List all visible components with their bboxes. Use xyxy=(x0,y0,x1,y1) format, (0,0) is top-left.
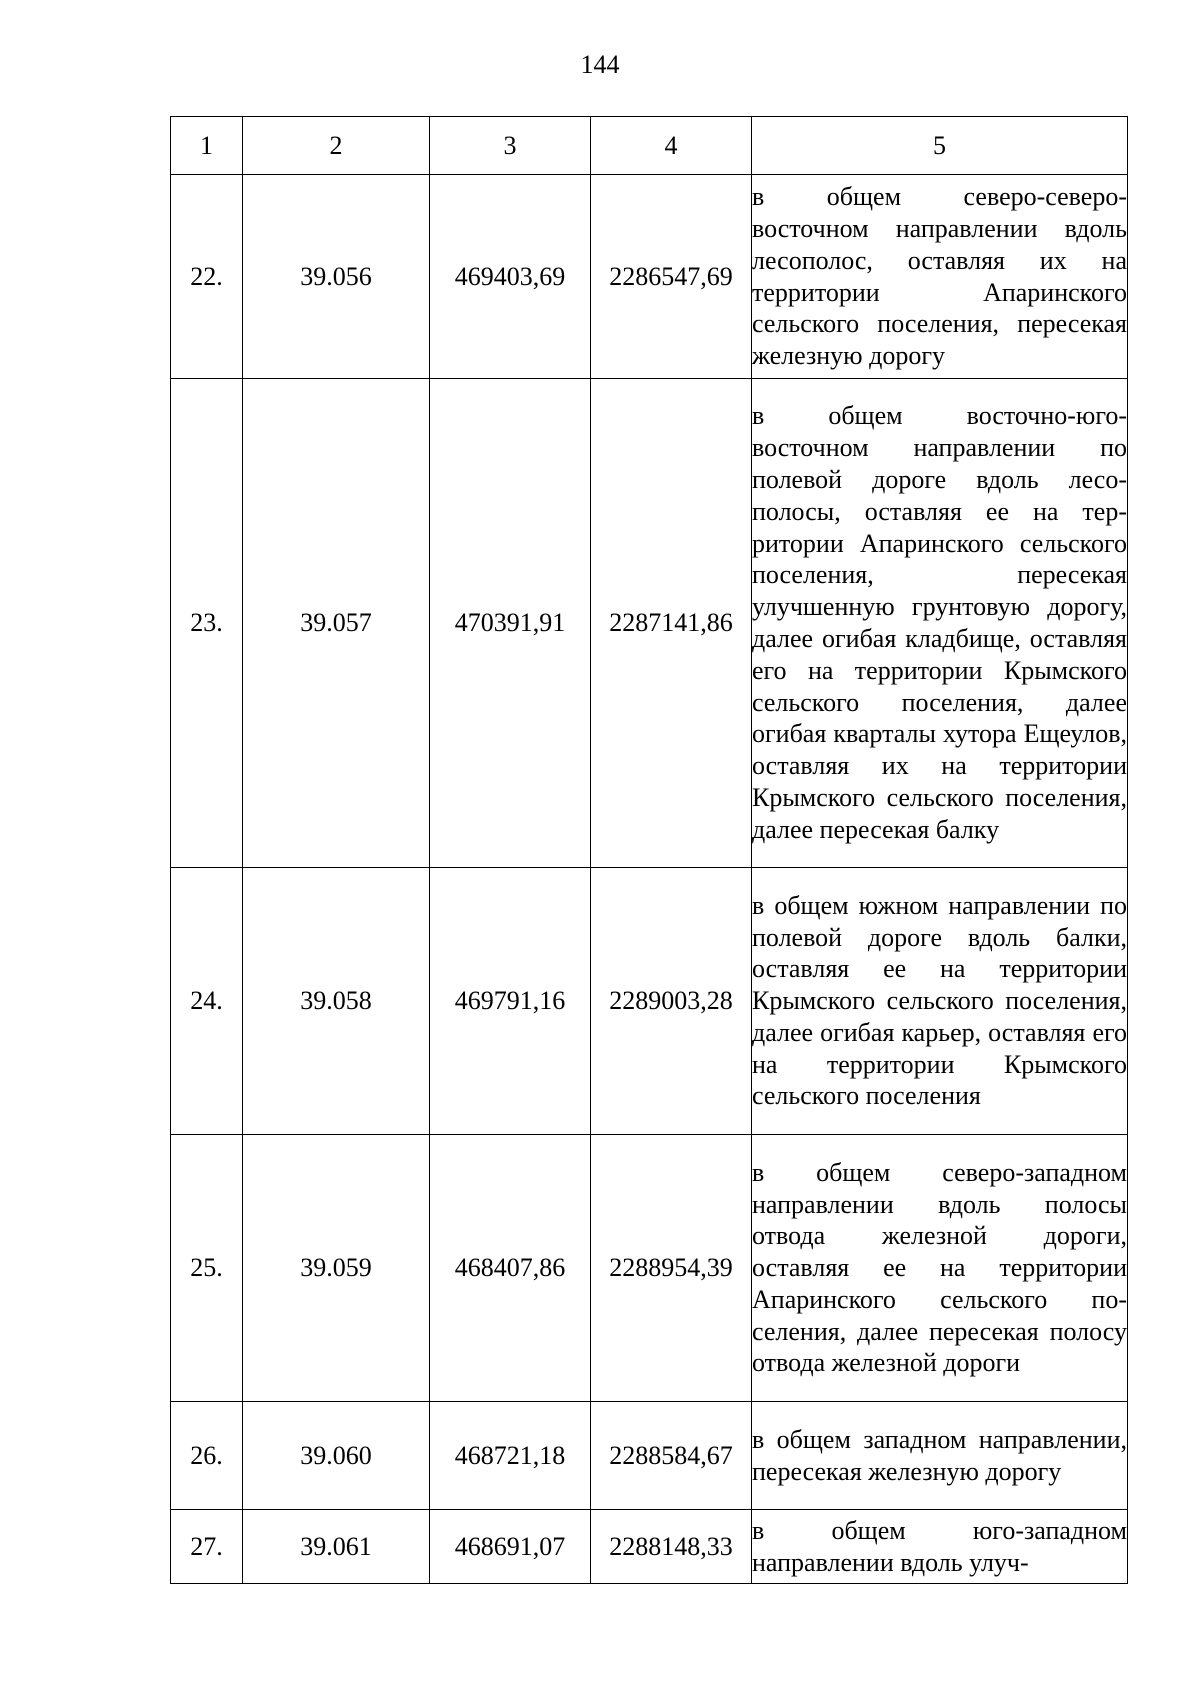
coordinate-x: 469403,69 xyxy=(430,175,591,379)
point-code: 39.060 xyxy=(243,1402,430,1510)
table-header-row xyxy=(171,117,1128,175)
boundary-description: в общем северо-северо-восточном направлении вдоль лесополос, оставляя их на территории Апаринского сельского поселения, пересекая железную дорогу xyxy=(752,175,1128,379)
point-code: 39.056 xyxy=(243,175,430,379)
row-number: 22. xyxy=(171,175,243,379)
coordinate-x: 468407,86 xyxy=(430,1135,591,1402)
boundary-description: в общем северо-западном направлении вдоль полосы отвода железной дороги, оставляя ее на территории Апаринского сельского поселения, далее пересекая полосу отвода железной дороги xyxy=(752,1135,1128,1402)
coordinate-x: 468691,07 xyxy=(430,1510,591,1584)
coordinate-y: 2288954,39 xyxy=(591,1135,752,1402)
point-code: 39.059 xyxy=(243,1135,430,1402)
point-code: 39.058 xyxy=(243,868,430,1135)
table-row xyxy=(171,379,1128,868)
boundary-description: в общем восточно-юго-восточном направлении по полевой дороге вдоль лесополосы, оставляя ее на территории Апаринского сельского поселения, пересекая улучшенную грунтовую дорогу, далее огибая кладбище, оставляя его на территории Крымского сельского поселения, далее огибая кварталы хутора Ещеулов, оставляя их на территории Крымского сельского поселения, далее пересекая балку xyxy=(752,379,1128,868)
column-header-5: 5 xyxy=(752,117,1128,175)
table-row xyxy=(171,1510,1128,1584)
row-number: 26. xyxy=(171,1402,243,1510)
row-number: 27. xyxy=(171,1510,243,1584)
coordinate-y: 2287141,86 xyxy=(591,379,752,868)
point-code: 39.061 xyxy=(243,1510,430,1584)
table-row xyxy=(171,868,1128,1135)
coordinate-y: 2288148,33 xyxy=(591,1510,752,1584)
boundary-description: в общем юго-западном направлении вдоль улуч- xyxy=(752,1510,1128,1584)
table-row xyxy=(171,1402,1128,1510)
coordinate-y: 2288584,67 xyxy=(591,1402,752,1510)
coordinate-x: 468721,18 xyxy=(430,1402,591,1510)
row-number: 25. xyxy=(171,1135,243,1402)
column-header-4: 4 xyxy=(591,117,752,175)
column-header-3: 3 xyxy=(430,117,591,175)
boundary-points-table xyxy=(170,116,1128,1584)
page-number: 144 xyxy=(580,50,620,79)
coordinate-y: 2286547,69 xyxy=(591,175,752,379)
table-row xyxy=(171,175,1128,379)
column-header-1: 1 xyxy=(171,117,243,175)
boundary-description: в общем южном направлении по полевой дороге вдоль балки, оставляя ее на территории Крымского сельского поселения, далее огибая карьер, оставляя его на территории Крымского сельского поселения xyxy=(752,868,1128,1135)
row-number: 24. xyxy=(171,868,243,1135)
coordinate-x: 469791,16 xyxy=(430,868,591,1135)
row-number: 23. xyxy=(171,379,243,868)
point-code: 39.057 xyxy=(243,379,430,868)
column-header-2: 2 xyxy=(243,117,430,175)
boundary-description: в общем западном направлении, пересекая железную дорогу xyxy=(752,1402,1128,1510)
coordinate-y: 2289003,28 xyxy=(591,868,752,1135)
table-row xyxy=(171,1135,1128,1402)
coordinate-x: 470391,91 xyxy=(430,379,591,868)
